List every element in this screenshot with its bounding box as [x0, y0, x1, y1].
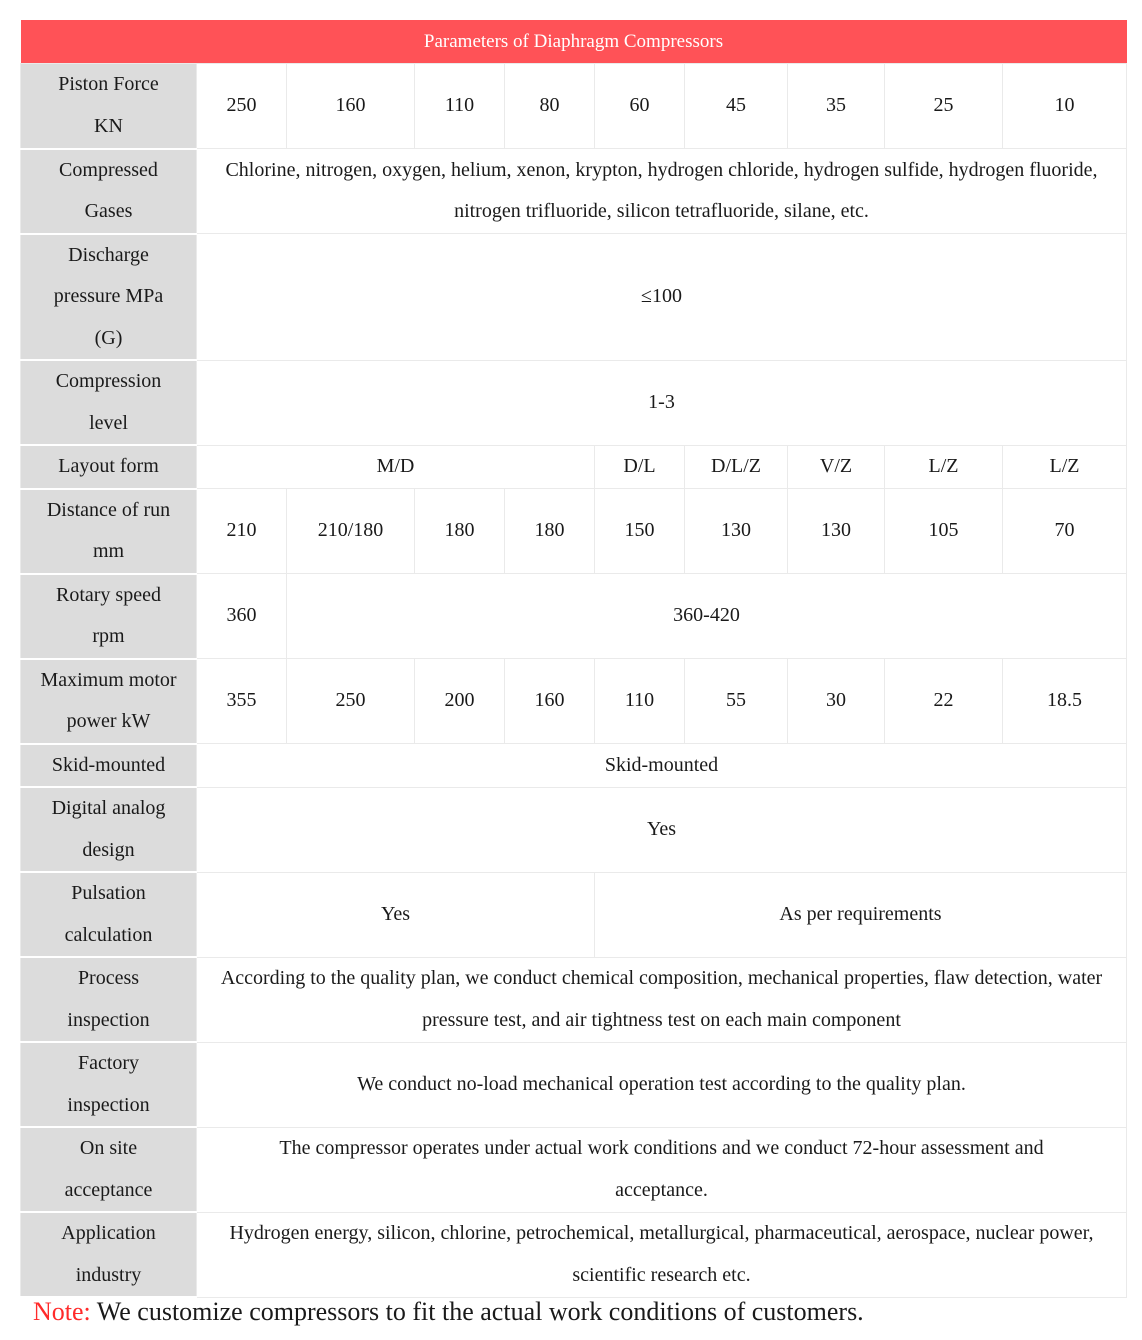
table-cell: 180	[415, 489, 505, 574]
table-cell: The compressor operates under actual work conditions and we conduct 72-hour assessment and acceptance.	[197, 1127, 1127, 1212]
table-cell: 360-420	[287, 574, 1127, 659]
table-cell: L/Z	[1003, 445, 1127, 489]
table-cell: 30	[788, 659, 885, 744]
table-row-compressed-gases	[21, 149, 1127, 234]
table-row-distance-of-run	[21, 489, 1127, 574]
table-cell: 160	[505, 659, 595, 744]
table-row-skid-mounted	[21, 744, 1127, 788]
table-cell: Yes	[197, 872, 595, 957]
table-cell: 130	[788, 489, 885, 574]
table-cell: L/Z	[885, 445, 1003, 489]
table-row-discharge-pressure	[21, 234, 1127, 361]
table-row-max-motor-power	[21, 659, 1127, 744]
table-cell: 150	[595, 489, 685, 574]
table-cell: D/L/Z	[685, 445, 788, 489]
table-cell: 250	[197, 64, 287, 149]
table-cell: 180	[505, 489, 595, 574]
table-cell: 60	[595, 64, 685, 149]
table-row-rotary-speed	[21, 574, 1127, 659]
note-text: We customize compressors to fit the actual work conditions of customers.	[90, 1297, 864, 1326]
row-label: Distance of run mm	[21, 489, 197, 574]
table-cell: 250	[287, 659, 415, 744]
table-title: Parameters of Diaphragm Compressors	[21, 20, 1127, 64]
row-label: Piston Force KN	[21, 64, 197, 149]
table-cell: D/L	[595, 445, 685, 489]
table-cell: 130	[685, 489, 788, 574]
table-cell: 360	[197, 574, 287, 659]
table-cell: We conduct no-load mechanical operation test according to the quality plan.	[197, 1042, 1127, 1127]
table-row-compression-level	[21, 360, 1127, 445]
row-label: Compression level	[21, 360, 197, 445]
table-cell: 18.5	[1003, 659, 1127, 744]
table-cell: Yes	[197, 787, 1127, 872]
table-cell: 200	[415, 659, 505, 744]
table-row-process-inspection	[21, 957, 1127, 1042]
table-cell: 80	[505, 64, 595, 149]
table-cell: 35	[788, 64, 885, 149]
table-row-factory-inspection	[21, 1042, 1127, 1127]
table-row-application-industry	[21, 1212, 1127, 1297]
table-cell: Skid-mounted	[197, 744, 1127, 788]
row-label: Process inspection	[21, 957, 197, 1042]
row-label: Compressed Gases	[21, 149, 197, 234]
table-row-piston-force	[21, 64, 1127, 149]
row-label: Digital analog design	[21, 787, 197, 872]
table-row-digital-analog-design	[21, 787, 1127, 872]
table-cell: 1-3	[197, 360, 1127, 445]
row-label: Pulsation calculation	[21, 872, 197, 957]
table-cell: According to the quality plan, we conduct chemical composition, mechanical properties, flaw detection, water pressure test, and air tightness test on each main component	[197, 957, 1127, 1042]
table-cell: Chlorine, nitrogen, oxygen, helium, xenon, krypton, hydrogen chloride, hydrogen sulfide, hydrogen fluoride, nitrogen trifluoride, silicon tetrafluoride, silane, etc.	[197, 149, 1127, 234]
table-cell: 70	[1003, 489, 1127, 574]
table-row-layout-form	[21, 445, 1127, 489]
table-cell: 55	[685, 659, 788, 744]
table-cell: 110	[595, 659, 685, 744]
table-cell: 22	[885, 659, 1003, 744]
parameters-table	[20, 20, 1127, 1298]
table-cell: 210/180	[287, 489, 415, 574]
note-prefix: Note:	[33, 1297, 91, 1326]
table-row-on-site-acceptance	[21, 1127, 1127, 1212]
table-cell: 10	[1003, 64, 1127, 149]
table-cell: M/D	[197, 445, 595, 489]
row-label: Discharge pressure MPa (G)	[21, 234, 197, 361]
table-cell: V/Z	[788, 445, 885, 489]
table-cell: 45	[685, 64, 788, 149]
row-label: Maximum motor power kW	[21, 659, 197, 744]
table-cell: 210	[197, 489, 287, 574]
parameters-table-container	[20, 20, 1126, 1298]
row-label: Application industry	[21, 1212, 197, 1297]
table-cell: 105	[885, 489, 1003, 574]
row-label: On site acceptance	[21, 1127, 197, 1212]
table-cell: 160	[287, 64, 415, 149]
table-cell: 25	[885, 64, 1003, 149]
table-title-row	[21, 20, 1127, 64]
table-cell: Hydrogen energy, silicon, chlorine, petrochemical, metallurgical, pharmaceutical, aerospace, nuclear power, scientific research etc.	[197, 1212, 1127, 1297]
table-cell: As per requirements	[595, 872, 1127, 957]
table-cell: ≤100	[197, 234, 1127, 361]
customization-note	[33, 1294, 864, 1330]
row-label: Rotary speed rpm	[21, 574, 197, 659]
row-label: Skid-mounted	[21, 744, 197, 788]
table-row-pulsation-calculation	[21, 872, 1127, 957]
row-label: Layout form	[21, 445, 197, 489]
row-label: Factory inspection	[21, 1042, 197, 1127]
table-cell: 110	[415, 64, 505, 149]
table-cell: 355	[197, 659, 287, 744]
